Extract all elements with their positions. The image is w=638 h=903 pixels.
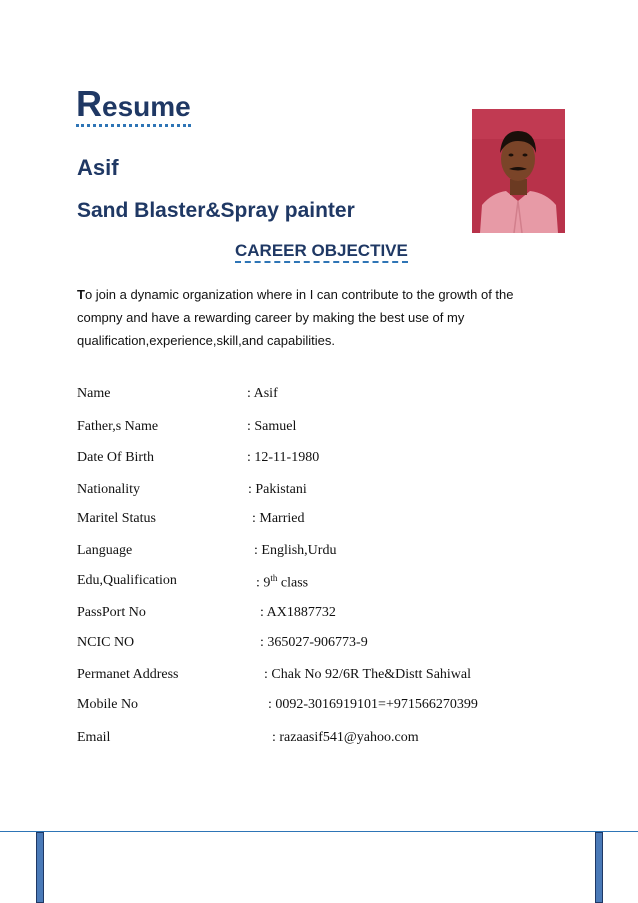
detail-label: PassPort No (77, 605, 146, 620)
detail-label: Name (77, 386, 111, 401)
detail-label: Edu,Qualification (77, 573, 177, 588)
detail-label: Maritel Status (77, 511, 156, 526)
career-objective-text (77, 283, 557, 352)
detail-value: : Chak No 92/6R The&Distt Sahiwal (264, 667, 472, 682)
detail-value: : 12-11-1980 (247, 450, 320, 465)
detail-value-superscript: th (270, 573, 278, 583)
footer-divider (0, 831, 638, 832)
detail-label: Mobile No (77, 697, 139, 712)
career-objective-heading: CAREER OBJECTIVE (235, 241, 408, 263)
footer-right-bar (595, 832, 603, 903)
detail-value: : English,Urdu (254, 543, 337, 558)
detail-label: Permanet Address (77, 667, 179, 682)
objective-initial: T (77, 287, 85, 302)
objective-body: o join a dynamic organization where in I can contribute to the growth of the compny and have a rewarding career by making the best use of my qualification,experience,skill,and capabilities. (77, 287, 514, 348)
detail-value: : Married (252, 511, 305, 526)
detail-label: Father,s Name (77, 419, 159, 434)
detail-value-prefix: : 9 (256, 575, 271, 591)
job-title: Sand Blaster&Spray painter (77, 199, 355, 222)
detail-value: : Pakistani (248, 482, 307, 497)
candidate-name: Asif (77, 155, 119, 180)
detail-value: : 365027-906773-9 (260, 635, 368, 650)
detail-value: : 0092-3016919101=+971566270399 (268, 697, 478, 712)
footer-left-bar (36, 832, 44, 903)
resume-title (76, 83, 191, 127)
detail-value (256, 573, 308, 592)
detail-label: Email (77, 730, 111, 745)
detail-label: NCIC NO (77, 635, 135, 650)
detail-value: : Samuel (247, 419, 297, 434)
detail-label: Nationality (77, 482, 140, 497)
detail-value: : Asif (247, 386, 278, 401)
resume-title-initial: R (76, 83, 102, 124)
detail-value: : razaasif541@yahoo.com (272, 730, 419, 745)
detail-value-suffix: class (277, 575, 309, 591)
detail-value: : AX1887732 (260, 605, 336, 620)
detail-label: Language (77, 543, 133, 558)
profile-photo (472, 109, 565, 233)
detail-label: Date Of Birth (77, 450, 154, 465)
resume-title-rest: esume (102, 91, 191, 122)
